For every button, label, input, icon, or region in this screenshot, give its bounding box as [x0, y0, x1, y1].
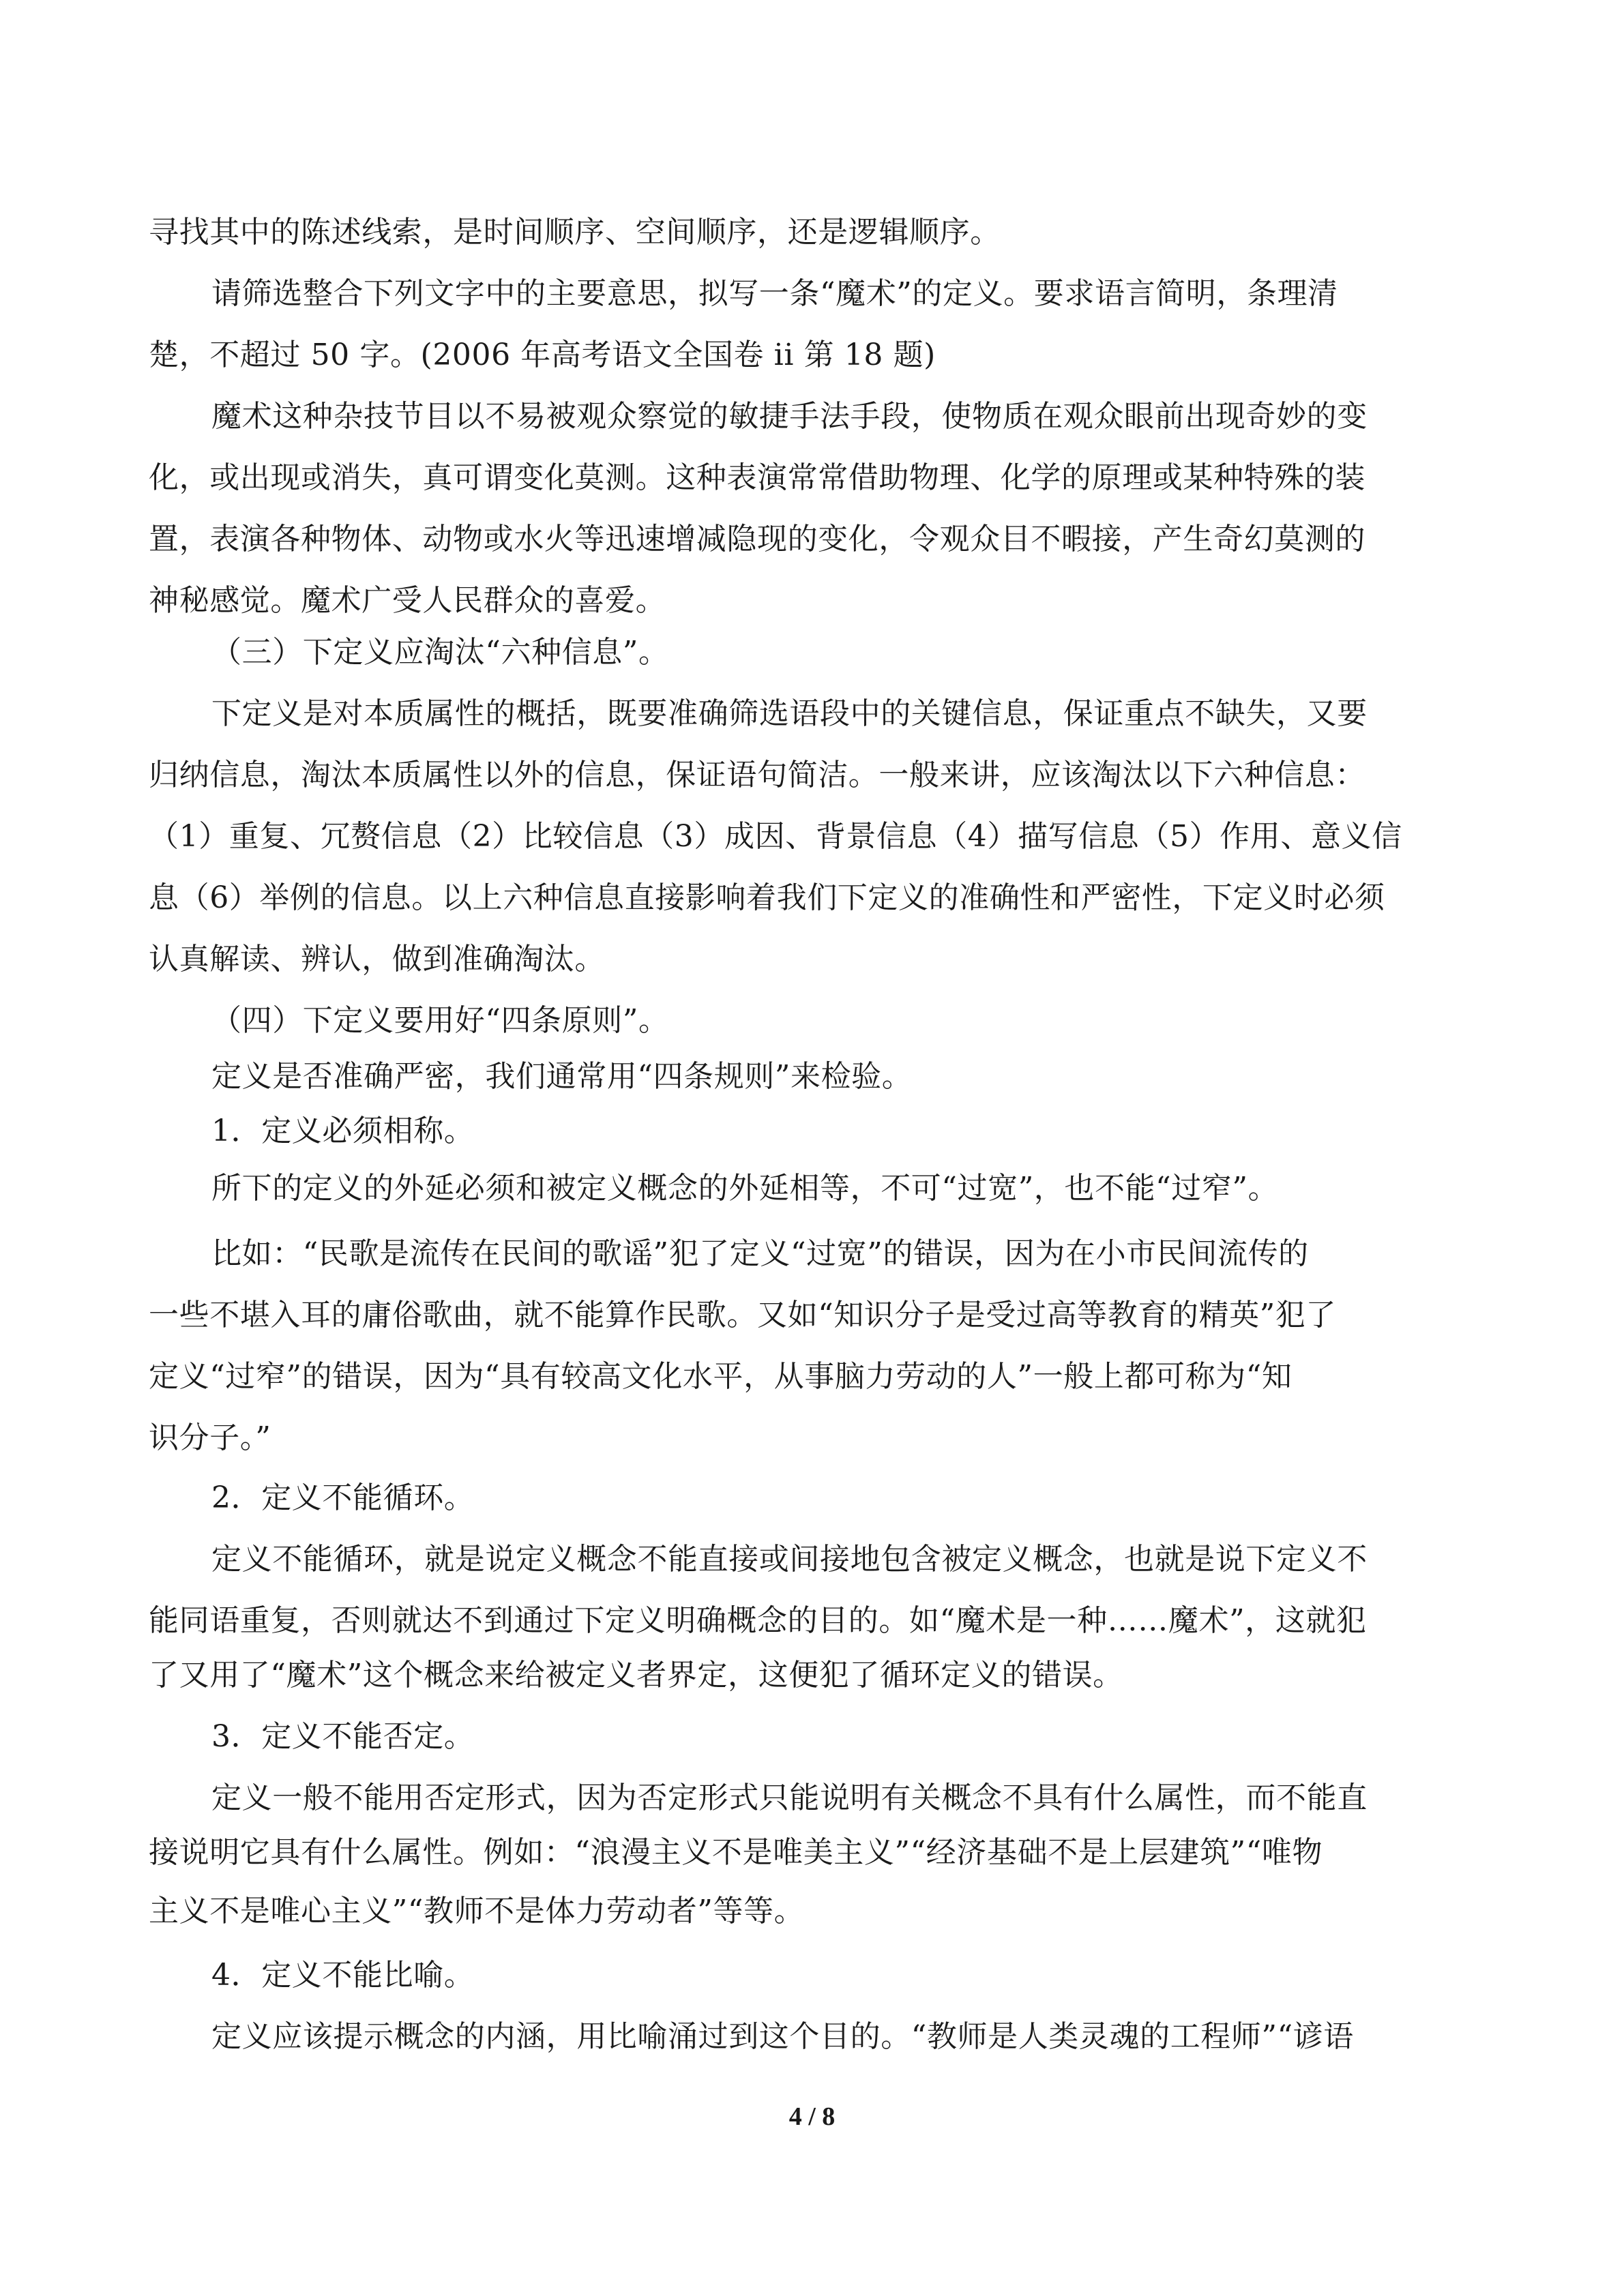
- text-line: 定义应该提示概念的内涵，用比喻涌过到这个目的。“教师是人类灵魂的工程师”“谚语: [211, 2019, 1354, 2054]
- text-line: 魔术这种杂技节目以不易被观众察觉的敏捷手法手段，使物质在观众眼前出现奇妙的变: [211, 399, 1368, 434]
- section-heading: （四）下定义要用好“四条原则”。: [211, 1003, 669, 1038]
- text-line: 置，表演各种物体、动物或水火等迅速增减隐现的变化，令观众目不暇接，产生奇幻莫测的: [149, 522, 1365, 556]
- rule-heading: 2．定义不能循环。: [211, 1480, 475, 1515]
- text-line: 息（6）举例的信息。以上六种信息直接影响着我们下定义的准确性和严密性，下定义时必须: [149, 880, 1385, 915]
- text-line: 识分子。”: [149, 1420, 271, 1455]
- text-line: 定义是否准确严密，我们通常用“四条规则”来检验。: [211, 1059, 913, 1094]
- text-line: 主义不是唯心主义”“教师不是体力劳动者”等等。: [149, 1894, 805, 1928]
- text-line: 一些不堪入耳的庸俗歌曲，就不能算作民歌。又如“知识分子是受过高等教育的精英”犯了: [149, 1298, 1336, 1332]
- text-line: 能同语重复，否则就达不到通过下定义明确概念的目的。如“魔术是一种……魔术”，这就犯: [149, 1603, 1367, 1638]
- text-line: 定义“过窄”的错误，因为“具有较高文化水平，从事脑力劳动的人”一般上都可称为“知: [149, 1359, 1293, 1394]
- text-line: 比如：“民歌是流传在民间的歌谣”犯了定义“过宽”的错误，因为在小市民间流传的: [211, 1236, 1309, 1271]
- rule-heading: 3．定义不能否定。: [211, 1719, 475, 1754]
- section-heading: （三）下定义应淘汰“六种信息”。: [211, 635, 669, 670]
- text-line: 接说明它具有什么属性。例如：“浪漫主义不是唯美主义”“经济基础不是上层建筑”“唯物: [149, 1835, 1323, 1870]
- text-line: 定义不能循环，就是说定义概念不能直接或间接地包含被定义概念，也就是说下定义不: [211, 1542, 1368, 1577]
- text-line: 请筛选整合下列文字中的主要意思，拟写一条“魔术”的定义。要求语言简明，条理清: [211, 276, 1338, 311]
- text-line: 所下的定义的外延必须和被定义概念的外延相等，不可“过宽”，也不能“过窄”。: [211, 1171, 1279, 1206]
- text-line: 归纳信息，淘汰本质属性以外的信息，保证语句简洁。一般来讲，应该淘汰以下六种信息：: [149, 758, 1365, 792]
- page-number: 4 / 8: [788, 2102, 836, 2131]
- text-line: 定义一般不能用否定形式，因为否定形式只能说明有关概念不具有什么属性，而不能直: [211, 1780, 1368, 1815]
- text-line: 认真解读、辨认，做到准确淘汰。: [149, 942, 605, 976]
- text-line: 化，或出现或消失，真可谓变化莫测。这种表演常常借助物理、化学的原理或某种特殊的装: [149, 460, 1365, 495]
- rule-heading: 1．定义必须相称。: [211, 1114, 475, 1148]
- text-line: （1）重复、冗赘信息（2）比较信息（3）成因、背景信息（4）描写信息（5）作用、意义信: [149, 819, 1402, 854]
- rule-heading: 4．定义不能比喻。: [211, 1958, 475, 1993]
- text-line: 楚，不超过 50 字。(2006 年高考语文全国卷 ii 第 18 题): [149, 338, 936, 372]
- text-line: 下定义是对本质属性的概括，既要准确筛选语段中的关键信息，保证重点不缺失，又要: [211, 696, 1368, 731]
- text-line: 寻找其中的陈述线索，是时间顺序、空间顺序，还是逻辑顺序。: [149, 215, 1001, 250]
- text-line: 神秘感觉。魔术广受人民群众的喜爱。: [149, 583, 666, 618]
- text-line: 了又用了“魔术”这个概念来给被定义者界定，这便犯了循环定义的错误。: [149, 1658, 1123, 1693]
